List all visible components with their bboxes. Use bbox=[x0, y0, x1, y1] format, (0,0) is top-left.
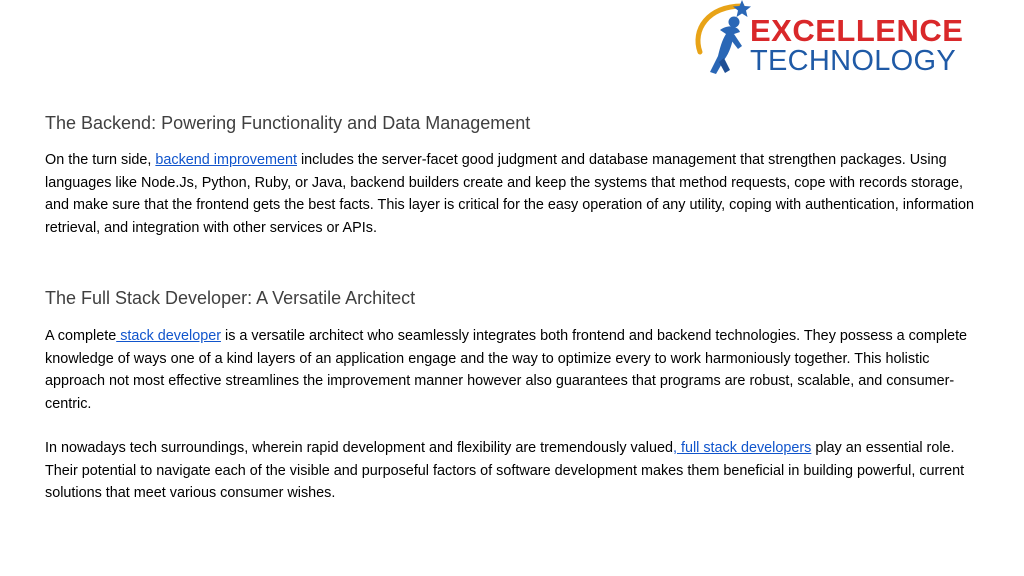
fullstack-p1-text-start: A complete bbox=[45, 328, 117, 344]
fullstack-p2-text-start: In nowadays tech surroundings, wherein rapid development and flexibility are tremendously valued bbox=[45, 440, 673, 456]
backend-text-end: includes the server-facet good judgment and database management that strengthen packages. Using languages like Node.Js, Python, Ruby, or Java, backend builders create and keep the systems that method requests, cope with records storage, and make sure that the frontend gets the best facts. This layer is critical for the easy operation of any utility, coping with authentication, information retrieval, and integration with other services or APIs. bbox=[45, 152, 974, 236]
fullstack-p2-text-end: play an essential role. Their potential to navigate each of the visible and purposeful factors of software development makes them beneficial in building powerful, current solutions that meet various consumer wishes. bbox=[45, 440, 965, 501]
fullstack-p1-text-end: is a versatile architect who seamlessly integrates both frontend and backend technologies. They possess a complete knowledge of ways one of a kind layers of an application engage and the way to optimize every to work harmoniously together. This holistic approach not most effective streamlines the improvement manner however also guarantees that programs are robust, scalable, and consumer-centric. bbox=[45, 328, 968, 412]
article-body bbox=[45, 110, 985, 505]
backend-text-start: On the turn side, bbox=[45, 152, 156, 168]
logo-text-excellence: EXCELLENCE bbox=[750, 13, 964, 48]
excellence-technology-logo bbox=[690, 0, 970, 82]
logo-mark-icon bbox=[690, 0, 754, 82]
fullstack-paragraph-2 bbox=[45, 437, 985, 505]
backend-heading: The Backend: Powering Functionality and Data Management bbox=[45, 113, 531, 133]
stack-developer-link[interactable]: stack developer bbox=[116, 328, 221, 344]
fullstack-paragraph-1 bbox=[45, 325, 985, 415]
logo-text-technology: TECHNOLOGY bbox=[750, 45, 957, 77]
backend-paragraph bbox=[45, 149, 985, 239]
fullstack-heading: The Full Stack Developer: A Versatile Architect bbox=[45, 288, 416, 308]
full-stack-developers-link[interactable]: , full stack developers bbox=[672, 440, 812, 456]
backend-improvement-link[interactable]: backend improvement bbox=[155, 152, 297, 168]
